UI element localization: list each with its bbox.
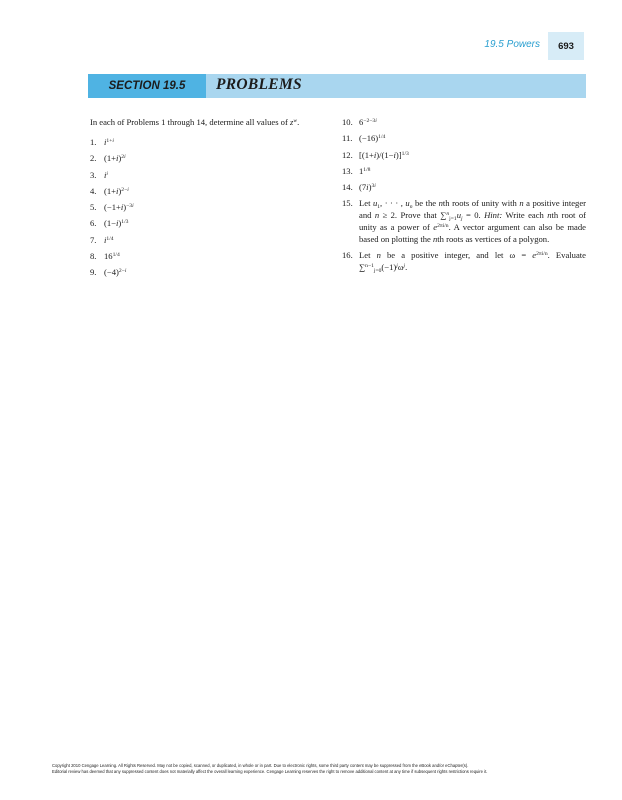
problem-item (90, 250, 330, 264)
problem-item (342, 116, 586, 130)
problem-list-left (90, 136, 330, 280)
problem-expression: $i^{1/4}$ (104, 234, 114, 245)
problem-item (90, 136, 330, 150)
problem-expression: $16^{1/4}$ (104, 251, 120, 262)
problem-item (90, 217, 330, 231)
problem-number: 14. (342, 182, 353, 193)
problem-item (342, 181, 586, 195)
problem-number: 12. (342, 149, 353, 160)
problem-item (90, 152, 330, 166)
problem-number: 3. (90, 169, 97, 180)
copyright-footer (52, 763, 572, 775)
problem-item (90, 266, 330, 280)
problem-expression: $(7i)^{3i}$ (359, 182, 376, 193)
problem-number: 16. (342, 250, 353, 261)
footer-line-1: Copyright 2010 Cengage Learning. All Rights Reserved. May not be copied, scanned, or duplicated, in whole or in part. Due to electronic rights, some third party content may be suppressed from the eBook and/or eChapter(s). (52, 763, 469, 768)
problem-expression: $1^{1/8}$ (359, 165, 371, 176)
problem-expression: $6^{-2-3i}$ (359, 117, 377, 127)
problem-expression: $(1+i)^{2i}$ (104, 153, 126, 164)
problem-number: 2. (90, 153, 97, 164)
problem-item (90, 169, 330, 183)
problem-text: Let $u_1$, · · · , $u_n$ be the nth roots of unity with n a positive integer and n ≥ 2. Prove that $\sum^n_{j=1}u_j = 0$. Hint: Write each nth root of unity as a power of $e^{2\pi i/n}$. A vector argument can also be made based on plotting the nth roots as vertices of a polygon. (359, 198, 587, 245)
problem-number: 10. (342, 117, 353, 127)
problem-15 (342, 197, 586, 245)
problem-text: Let n be a positive integer, and let $\omega = e^{2\pi i/n}$. Evaluate $\sum^{n-1}_{j=0}(-1)^j\omega^j$. (359, 250, 586, 275)
problem-number: 11. (342, 133, 353, 144)
problem-number: 6. (90, 218, 97, 229)
right-column (342, 116, 586, 277)
running-title: 19.5 Powers (484, 39, 540, 50)
problem-expression: $[(1+i)/(1-i)]^{1/3}$ (359, 149, 409, 160)
problem-number: 13. (342, 165, 353, 176)
problem-number: 4. (90, 185, 97, 196)
intro-text (90, 116, 330, 128)
problem-item (90, 201, 330, 215)
problem-expression: $(-16)^{1/4}$ (359, 133, 386, 144)
summation-symbol: ∑ (440, 210, 447, 221)
problem-number: 8. (90, 251, 97, 262)
problem-item (90, 185, 330, 199)
problem-expression: $i^{1+i}$ (104, 137, 114, 147)
summation-symbol: ∑ (359, 262, 366, 273)
problem-item (342, 165, 586, 179)
problem-expression: $(-1+i)^{-3i}$ (104, 202, 134, 213)
problem-item (90, 234, 330, 248)
problem-expression: $(1+i)^{2-i}$ (104, 185, 129, 196)
page-number: 693 (548, 32, 584, 60)
problem-number: 9. (90, 267, 97, 278)
problem-expression: $(-4)^{2-i}$ (104, 267, 127, 278)
problem-expression: $(1-i)^{1/3}$ (104, 218, 129, 229)
problem-item (342, 132, 586, 146)
intro-text-content: In each of Problems 1 through 14, determine all values of $z^w$. (90, 117, 300, 127)
footer-line-2: Editorial review has deemed that any suppressed content does not materially affect the overall learning experience. Cengage Learning reserves the right to remove additional content at any time if subsequent rights restrictions require it. (52, 769, 488, 774)
problem-number: 1. (90, 137, 97, 147)
problem-16 (342, 249, 586, 273)
section-label: SECTION 19.5 (88, 74, 206, 98)
problem-number: 15. (342, 198, 353, 209)
problem-list-right (342, 116, 586, 195)
problem-expression: $i^i$ (104, 169, 108, 180)
problem-number: 5. (90, 202, 97, 213)
section-heading: PROBLEMS (216, 76, 302, 93)
left-column (90, 116, 330, 283)
problem-item (342, 149, 586, 163)
problem-number: 7. (90, 234, 97, 245)
